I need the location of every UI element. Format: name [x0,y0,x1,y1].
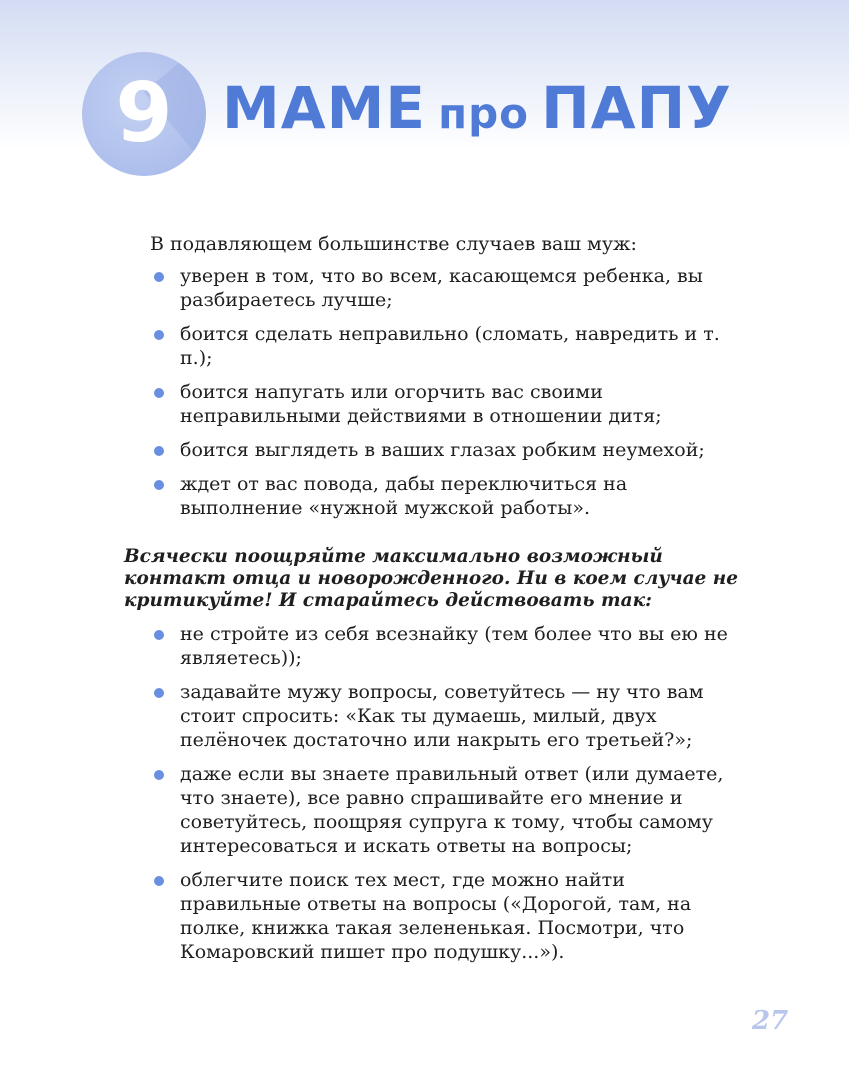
list-item-text: боится напугать или огорчить вас своими неправильными действиями в отношении дитя; [180,381,662,427]
emphasis-paragraph: Всячески поощряйте максимально возможный контакт отца и новорожденного. Ни в коем случае не критикуйте! И старайтесь действовать так: [124,546,739,611]
chapter-title [222,74,732,142]
advice-list [124,622,744,964]
chapter-number: 9 [115,66,173,161]
list-item [124,762,744,858]
bullet-icon [154,770,164,780]
list-item [124,264,744,312]
husband-traits-list [124,264,744,520]
list-item-text: боится выглядеть в ваших глазах робким неумехой; [180,439,705,461]
list-item-text: ждет от вас повода, дабы переключиться на выполнение «нужной мужской работы». [180,473,628,519]
list-item [124,472,744,520]
list-item [124,868,744,964]
list-item-text: не стройте из себя всезнайку (тем более что вы ею не являетесь)); [180,623,728,669]
bullet-icon [154,480,164,490]
page-content [124,232,744,974]
bullet-icon [154,630,164,640]
bullet-icon [154,388,164,398]
bullet-icon [154,272,164,282]
list-item [124,622,744,670]
list-item [124,438,744,462]
bullet-icon [154,688,164,698]
page-number: 27 [752,1006,789,1036]
list-item-text: задавайте мужу вопросы, советуйтесь — ну что вам стоит спросить: «Как ты думаешь, милый, двух пелёночек достаточно или накрыть его третьей?»; [180,681,704,751]
chapter-title-part2: про [438,89,530,138]
bullet-icon [154,330,164,340]
list-item-text: облегчите поиск тех мест, где можно найти правильные ответы на вопросы («Дорогой, там, на полке, книжка такая зелененькая. Посмотри, что Комаровский пишет про подушку...»). [180,869,692,963]
bullet-icon [154,876,164,886]
list-item-text: боится сделать неправильно (сломать, навредить и т. п.); [180,323,720,369]
chapter-title-part1: МАМЕ [222,74,426,142]
list-item [124,322,744,370]
list-item [124,380,744,428]
list-item [124,680,744,752]
chapter-badge [82,52,206,176]
bullet-icon [154,446,164,456]
intro-paragraph: В подавляющем большинстве случаев ваш муж: [150,233,637,255]
list-item-text: уверен в том, что во всем, касающемся ребенка, вы разбираетесь лучше; [180,265,703,311]
chapter-title-part3: ПАПУ [541,74,732,142]
list-item-text: даже если вы знаете правильный ответ (или думаете, что знаете), все равно спрашивайте его мнение и советуйтесь, поощряя супруга к тому, чтобы самому интересоваться и искать ответы на вопросы; [180,763,724,857]
